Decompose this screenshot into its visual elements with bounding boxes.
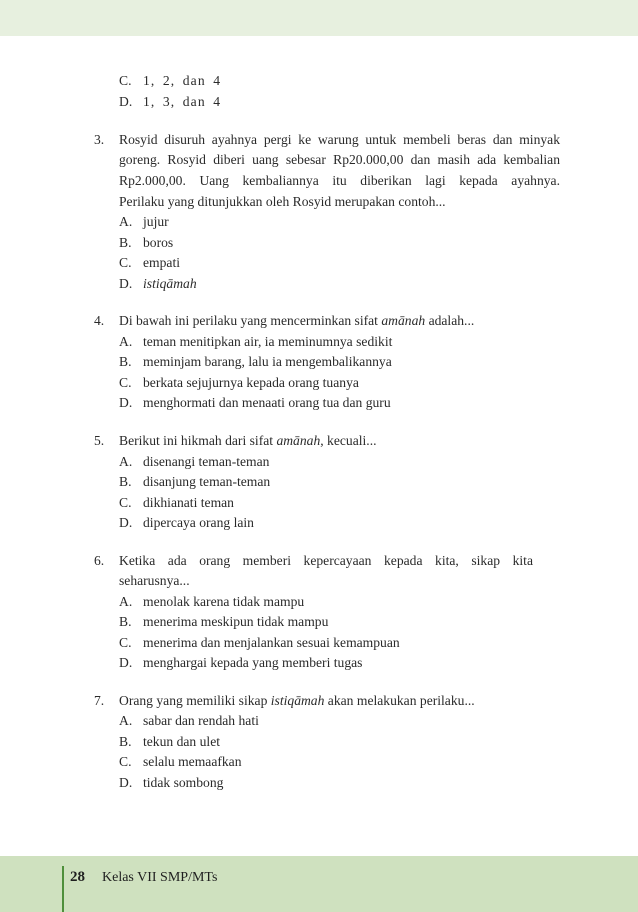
option-text: jujur	[143, 214, 169, 229]
question-number: 5.	[94, 433, 105, 448]
option-text: istiqāmah	[143, 276, 197, 291]
option-letter: C.	[119, 73, 132, 88]
book-title: Kelas VII SMP/MTs	[102, 870, 218, 885]
question-number: 6.	[94, 553, 105, 568]
question-stem-line: seharusnya...	[119, 573, 190, 588]
question-number: 4.	[94, 313, 105, 328]
stem-text: , kecuali...	[320, 433, 377, 448]
option-letter: A.	[119, 214, 133, 229]
option-letter: C.	[119, 495, 132, 510]
stem-text: Berikut ini hikmah dari sifat	[119, 433, 277, 448]
option-text: selalu memaafkan	[143, 754, 242, 769]
question-number: 7.	[94, 693, 105, 708]
option-text: disenangi teman-teman	[143, 454, 270, 469]
page-number: 28	[70, 869, 85, 885]
option-text: dikhianati teman	[143, 495, 234, 510]
option-letter: B.	[119, 235, 132, 250]
option-letter: C.	[119, 754, 132, 769]
option-text: 1, 3, dan 4	[143, 94, 222, 109]
option-text: sabar dan rendah hati	[143, 713, 259, 728]
stem-text: Orang yang memiliki sikap	[119, 693, 271, 708]
question-stem	[119, 311, 474, 331]
question-stem-line: Rosyid disuruh ayahnya pergi ke warung untuk membeli beras dan minyak	[119, 132, 560, 147]
option-letter: B.	[119, 734, 132, 749]
option-text: disanjung teman-teman	[143, 474, 271, 489]
question-stem-line: Rp2.000,00. Uang kembaliannya itu diberikan lagi kepada ayahnya.	[119, 173, 560, 188]
option-text: menghargai kepada yang memberi tugas	[143, 655, 363, 670]
header-band	[0, 0, 638, 36]
option-letter: D.	[119, 276, 133, 291]
option-text: menghormati dan menaati orang tua dan guru	[143, 395, 391, 410]
option-text: menerima meskipun tidak mampu	[143, 614, 329, 629]
option-text: berkata sejujurnya kepada orang tuanya	[143, 375, 359, 390]
option-letter: D.	[119, 515, 133, 530]
option-text: tekun dan ulet	[143, 734, 221, 749]
stem-text: adalah...	[425, 313, 475, 328]
question-stem	[119, 431, 377, 451]
option-text: menolak karena tidak mampu	[143, 594, 305, 609]
option-letter: D.	[119, 775, 133, 790]
option-text: meminjam barang, lalu ia mengembalikannya	[143, 354, 392, 369]
option-text: dipercaya orang lain	[143, 515, 254, 530]
question-stem-line: Perilaku yang ditunjukkan oleh Rosyid merupakan contoh...	[119, 194, 446, 209]
option-letter: D.	[119, 655, 133, 670]
question-stem-line: goreng. Rosyid diberi uang sebesar Rp20.000,00 dan masih ada kembalian	[119, 152, 560, 167]
option-letter: D.	[119, 395, 133, 410]
option-text: 1, 2, dan 4	[143, 73, 222, 88]
option-letter: A.	[119, 713, 133, 728]
question-number: 3.	[94, 132, 105, 147]
option-text: tidak sombong	[143, 775, 224, 790]
option-letter: A.	[119, 454, 133, 469]
stem-italic-term: amānah	[276, 433, 321, 448]
option-letter: A.	[119, 334, 133, 349]
question-stem-line: Ketika ada orang memberi kepercayaan kepada kita, sikap kita	[119, 553, 533, 568]
option-text: menerima dan menjalankan sesuai kemampuan	[143, 635, 400, 650]
footer-band	[0, 856, 638, 912]
option-letter: C.	[119, 255, 132, 270]
option-letter: C.	[119, 635, 132, 650]
option-letter: A.	[119, 594, 133, 609]
stem-italic-term: istiqāmah	[270, 693, 325, 708]
option-letter: C.	[119, 375, 132, 390]
option-letter: B.	[119, 614, 132, 629]
stem-text: akan melakukan perilaku...	[324, 693, 475, 708]
option-text: empati	[143, 255, 180, 270]
footer-divider	[62, 866, 64, 912]
option-text: teman menitipkan air, ia meminumnya sedikit	[143, 334, 393, 349]
stem-text: Di bawah ini perilaku yang mencerminkan sifat	[119, 313, 382, 328]
stem-italic-term: amānah	[381, 313, 426, 328]
option-letter: B.	[119, 354, 132, 369]
option-text: boros	[143, 235, 174, 250]
option-letter: D.	[119, 94, 133, 109]
question-stem	[119, 691, 475, 711]
option-letter: B.	[119, 474, 132, 489]
